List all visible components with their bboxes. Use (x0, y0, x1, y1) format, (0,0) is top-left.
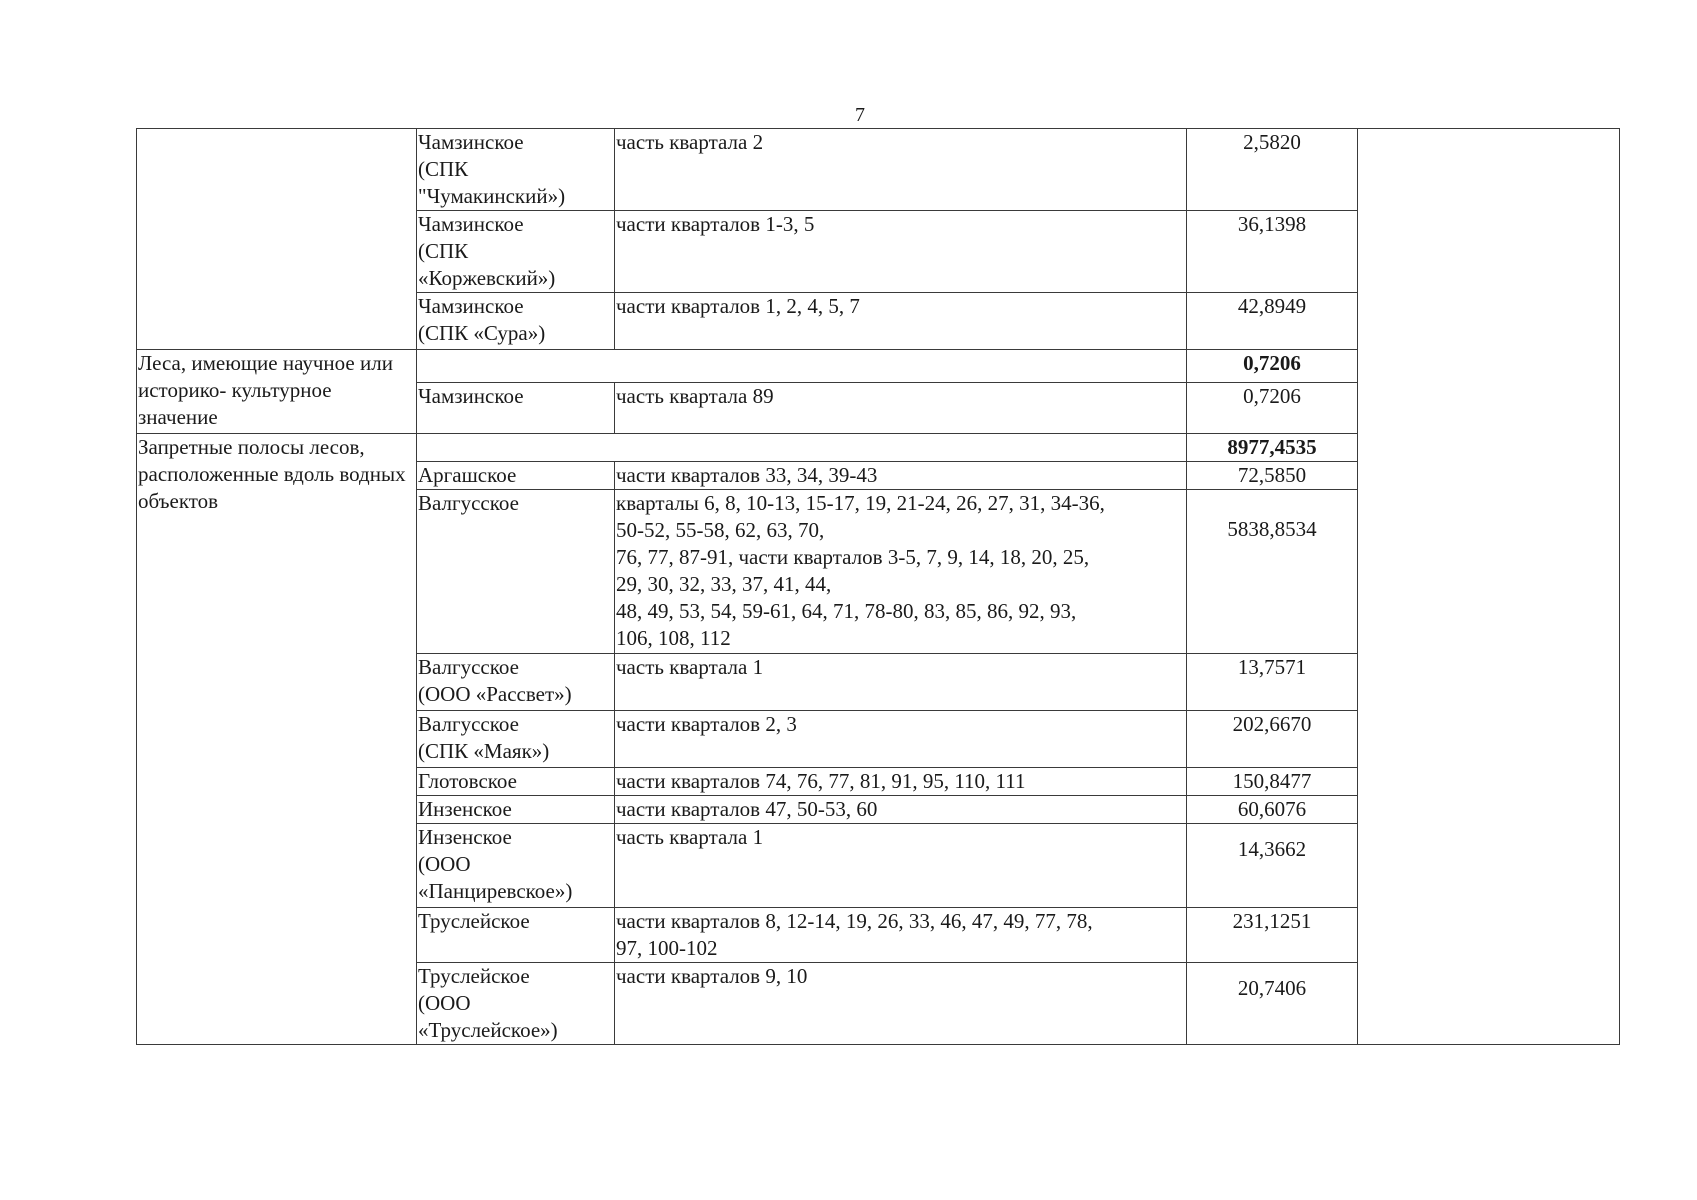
district-cell: Чамзинское (417, 383, 615, 434)
quarters-cell: части кварталов 74, 76, 77, 81, 91, 95, 110, 111 (615, 768, 1187, 796)
page-number: 7 (855, 104, 865, 126)
area-cell: 231,1251 (1187, 908, 1358, 963)
section-total: 8977,4535 (1187, 434, 1358, 462)
category-cell (137, 129, 417, 350)
quarters-cell: кварталы 6, 8, 10-13, 15-17, 19, 21-24, 26, 27, 31, 34-36, 50-52, 55-58, 62, 63, 70, 76, 77, 87-91, части кварталов 3-5, 7, 9, 14, 18, 20, 25, 29, 30, 32, 33, 37, 41, 44, 48, 49, 53, 54, 59-61, 64, 71, 78-80, 83, 85, 86, 92, 93, 106, 108, 112 (615, 490, 1187, 654)
area-cell: 202,6670 (1187, 711, 1358, 768)
area-cell: 60,6076 (1187, 796, 1358, 824)
district-cell: Труслейское (ООО «Труслейское») (417, 963, 615, 1045)
district-cell: Валгусское (СПК «Маяк») (417, 711, 615, 768)
quarters-cell: части кварталов 47, 50-53, 60 (615, 796, 1187, 824)
district-cell: Валгусское (ООО «Рассвет») (417, 654, 615, 711)
district-cell: Труслейское (417, 908, 615, 963)
category-cell: Леса, имеющие научное или историко- культурное значение (137, 350, 417, 434)
quarters-cell: части кварталов 2, 3 (615, 711, 1187, 768)
quarters-cell: части кварталов 1-3, 5 (615, 211, 1187, 293)
area-cell: 42,8949 (1187, 293, 1358, 350)
district-cell: Чамзинское (СПК «Сура») (417, 293, 615, 350)
district-cell: Валгусское (417, 490, 615, 654)
quarters-cell: часть квартала 89 (615, 383, 1187, 434)
area-cell: 72,5850 (1187, 462, 1358, 490)
quarters-cell: часть квартала 2 (615, 129, 1187, 211)
district-cell: Глотовское (417, 768, 615, 796)
district-cell: Чамзинское (СПК «Коржевский») (417, 211, 615, 293)
quarters-cell: часть квартала 1 (615, 824, 1187, 908)
area-cell: 5838,8534 (1187, 490, 1358, 654)
district-cell: Инзенское (417, 796, 615, 824)
section-total: 0,7206 (1187, 350, 1358, 383)
quarters-cell: части кварталов 9, 10 (615, 963, 1187, 1045)
total-spacer (417, 350, 1187, 383)
quarters-cell: части кварталов 33, 34, 39-43 (615, 462, 1187, 490)
area-cell: 36,1398 (1187, 211, 1358, 293)
quarters-cell: части кварталов 8, 12-14, 19, 26, 33, 46, 47, 49, 77, 78, 97, 100-102 (615, 908, 1187, 963)
table-row (137, 129, 1620, 211)
area-cell: 150,8477 (1187, 768, 1358, 796)
total-spacer (417, 434, 1187, 462)
forest-table (136, 128, 1620, 1045)
area-cell: 0,7206 (1187, 383, 1358, 434)
category-cell: Запретные полосы лесов, расположенные вдоль водных объектов (137, 434, 417, 1045)
district-cell: Инзенское (ООО «Панциревское») (417, 824, 615, 908)
quarters-cell: части кварталов 1, 2, 4, 5, 7 (615, 293, 1187, 350)
area-cell: 14,3662 (1187, 824, 1358, 908)
district-cell: Аргашское (417, 462, 615, 490)
area-cell: 20,7406 (1187, 963, 1358, 1045)
district-cell: Чамзинское (СПК "Чумакинский») (417, 129, 615, 211)
area-cell: 13,7571 (1187, 654, 1358, 711)
notes-column (1358, 129, 1620, 1045)
quarters-cell: часть квартала 1 (615, 654, 1187, 711)
area-cell: 2,5820 (1187, 129, 1358, 211)
